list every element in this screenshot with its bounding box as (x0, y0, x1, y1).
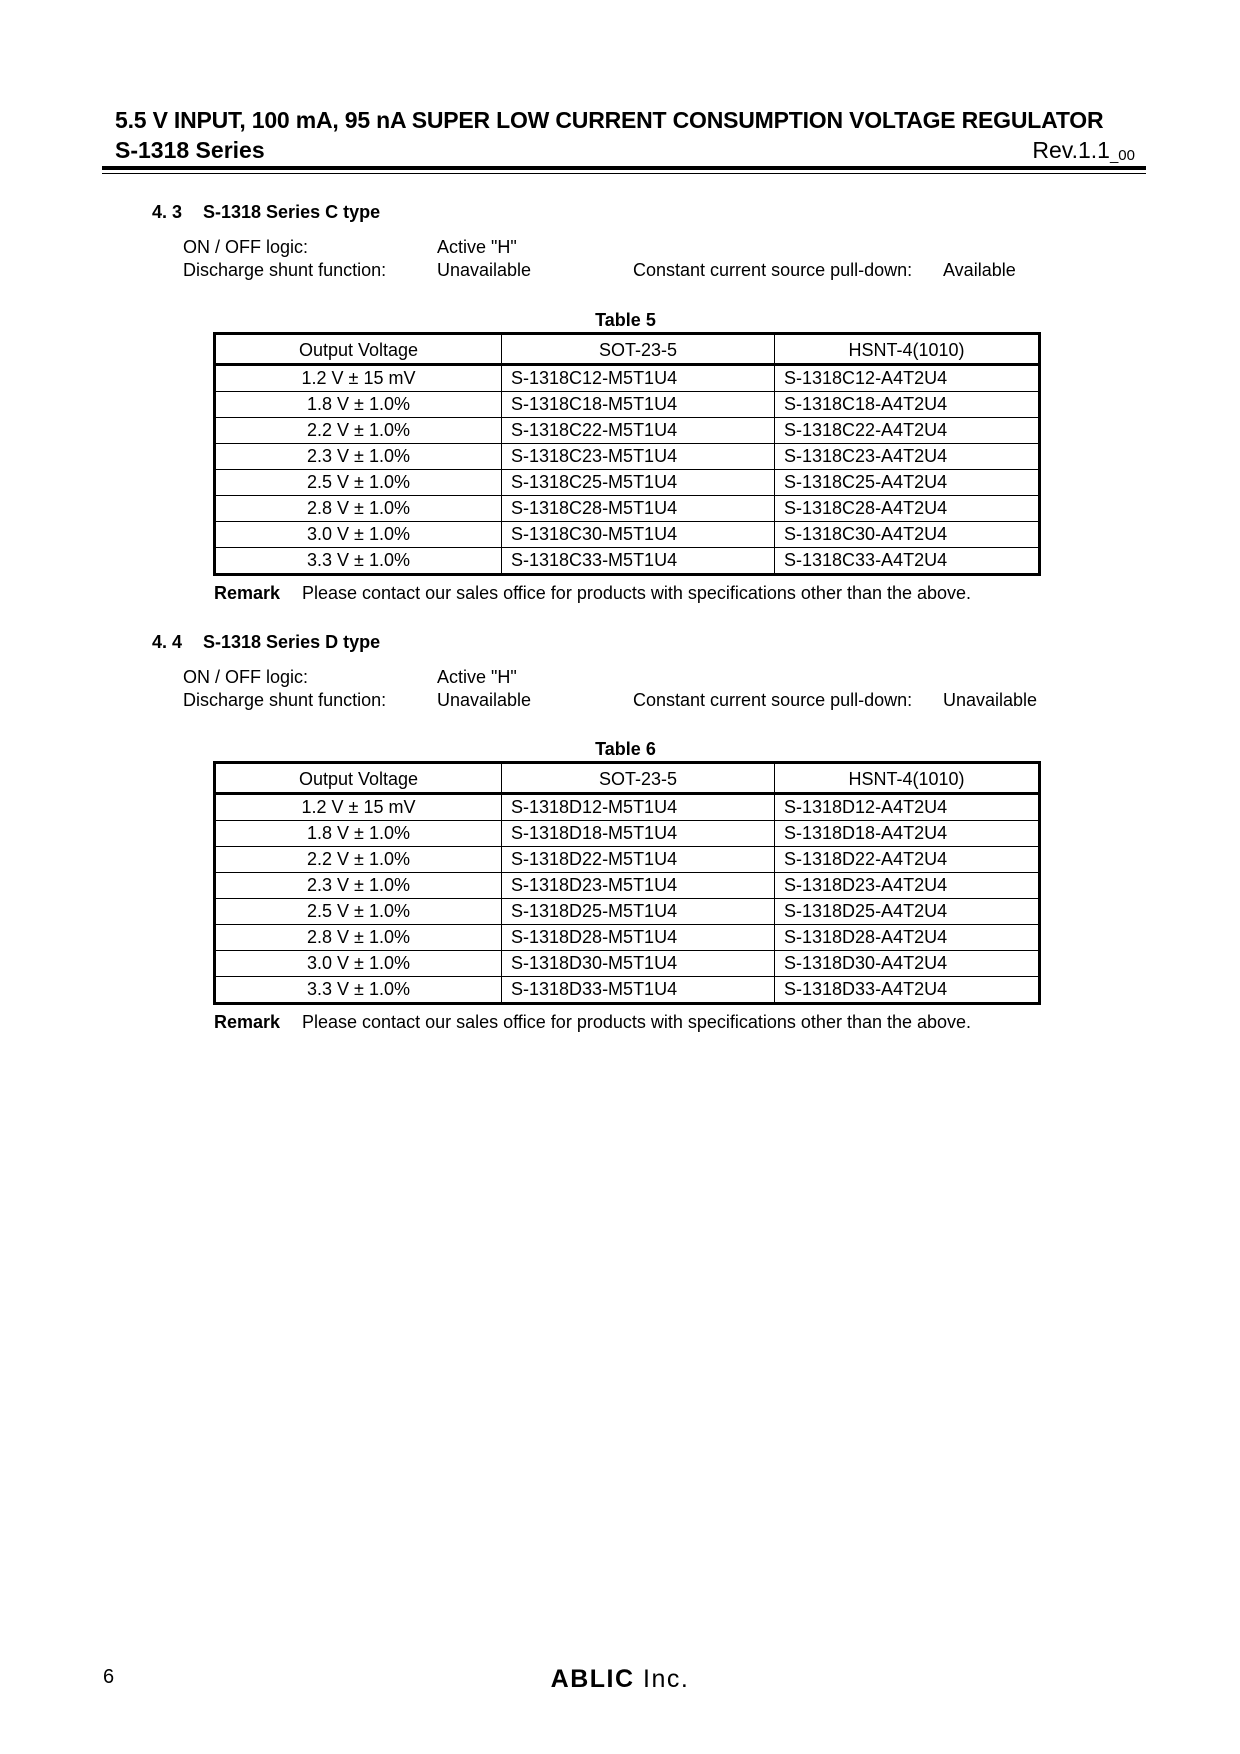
on-off-logic-value: Active "H" (437, 667, 517, 687)
table-row (215, 470, 1040, 496)
table-row (215, 548, 1040, 575)
sot-part-cell: S-1318D22-M5T1U4 (502, 847, 775, 873)
sot-part-cell: S-1318C18-M5T1U4 (502, 392, 775, 418)
hsnt-part-cell: S-1318D23-A4T2U4 (775, 873, 1040, 899)
table-row (215, 821, 1040, 847)
sot-part-cell: S-1318C23-M5T1U4 (502, 444, 775, 470)
on-off-logic-label: ON / OFF logic: (183, 237, 309, 257)
column-header: HSNT-4(1010) (775, 334, 1040, 365)
header-rule-thick (102, 166, 1146, 170)
sot-part-cell: S-1318C22-M5T1U4 (502, 418, 775, 444)
pull-down-value: Available (943, 260, 1016, 280)
table-row (215, 496, 1040, 522)
remark-label: Remark (214, 583, 281, 603)
section-number: 4. 4 (152, 632, 183, 652)
section-title: S-1318 Series D type (203, 632, 381, 652)
output-voltage-cell: 2.2 V ± 1.0% (215, 847, 502, 873)
output-voltage-cell: 3.0 V ± 1.0% (215, 951, 502, 977)
sot-part-cell: S-1318D30-M5T1U4 (502, 951, 775, 977)
output-voltage-cell: 1.2 V ± 15 mV (215, 794, 502, 821)
hsnt-part-cell: S-1318C33-A4T2U4 (775, 548, 1040, 575)
company-suffix: Inc. (643, 1665, 690, 1693)
table-header-row (215, 763, 1040, 794)
section-heading-c-type (152, 202, 380, 223)
on-off-logic-value: Active "H" (437, 237, 517, 257)
header-rule-thin (102, 173, 1146, 174)
sot-part-cell: S-1318C12-M5T1U4 (502, 365, 775, 392)
table-row (215, 873, 1040, 899)
table-row (215, 794, 1040, 821)
sot-part-cell: S-1318C28-M5T1U4 (502, 496, 775, 522)
hsnt-part-cell: S-1318C25-A4T2U4 (775, 470, 1040, 496)
output-voltage-cell: 1.8 V ± 1.0% (215, 392, 502, 418)
hsnt-part-cell: S-1318D22-A4T2U4 (775, 847, 1040, 873)
remark-text: Please contact our sales office for products with specifications other than the above. (302, 1012, 972, 1032)
output-voltage-cell: 1.8 V ± 1.0% (215, 821, 502, 847)
table-caption: Table 6 (595, 739, 656, 759)
output-voltage-cell: 3.3 V ± 1.0% (215, 977, 502, 1004)
table-row (215, 522, 1040, 548)
revision-label (1032, 137, 1135, 164)
sot-part-cell: S-1318D18-M5T1U4 (502, 821, 775, 847)
series-name: S-1318 Series (115, 137, 265, 163)
output-voltage-cell: 2.8 V ± 1.0% (215, 496, 502, 522)
column-header: HSNT-4(1010) (775, 763, 1040, 794)
column-header: SOT-23-5 (502, 763, 775, 794)
output-voltage-cell: 3.0 V ± 1.0% (215, 522, 502, 548)
output-voltage-cell: 2.3 V ± 1.0% (215, 444, 502, 470)
product-table-c-type (213, 332, 1041, 576)
table-row (215, 418, 1040, 444)
document-title: 5.5 V INPUT, 100 mA, 95 nA SUPER LOW CURRENT CONSUMPTION VOLTAGE REGULATOR (115, 107, 1104, 133)
table-row (215, 977, 1040, 1004)
table-row (215, 951, 1040, 977)
remark-label: Remark (214, 1012, 281, 1032)
table-row (215, 365, 1040, 392)
discharge-shunt-value: Unavailable (437, 260, 532, 280)
pull-down-label: Constant current source pull-down: (633, 260, 913, 280)
discharge-shunt-label: Discharge shunt function: (183, 690, 387, 710)
output-voltage-cell: 2.3 V ± 1.0% (215, 873, 502, 899)
table-row (215, 899, 1040, 925)
output-voltage-cell: 1.2 V ± 15 mV (215, 365, 502, 392)
hsnt-part-cell: S-1318C22-A4T2U4 (775, 418, 1040, 444)
sot-part-cell: S-1318D28-M5T1U4 (502, 925, 775, 951)
hsnt-part-cell: S-1318D12-A4T2U4 (775, 794, 1040, 821)
table-row (215, 847, 1040, 873)
hsnt-part-cell: S-1318C23-A4T2U4 (775, 444, 1040, 470)
revision-sub: _00 (1109, 147, 1135, 164)
remark-note (214, 1012, 971, 1033)
output-voltage-cell: 2.5 V ± 1.0% (215, 899, 502, 925)
sot-part-cell: S-1318C25-M5T1U4 (502, 470, 775, 496)
table-header-row (215, 334, 1040, 365)
column-header: Output Voltage (215, 334, 502, 365)
sot-part-cell: S-1318C30-M5T1U4 (502, 522, 775, 548)
page-number: 6 (103, 1666, 115, 1688)
remark-note (214, 583, 971, 604)
table-row (215, 444, 1040, 470)
sot-part-cell: S-1318D12-M5T1U4 (502, 794, 775, 821)
hsnt-part-cell: S-1318D30-A4T2U4 (775, 951, 1040, 977)
section-heading-d-type (152, 632, 380, 653)
sot-part-cell: S-1318D25-M5T1U4 (502, 899, 775, 925)
hsnt-part-cell: S-1318C28-A4T2U4 (775, 496, 1040, 522)
on-off-logic-label: ON / OFF logic: (183, 667, 309, 687)
sot-part-cell: S-1318D33-M5T1U4 (502, 977, 775, 1004)
hsnt-part-cell: S-1318C12-A4T2U4 (775, 365, 1040, 392)
output-voltage-cell: 2.5 V ± 1.0% (215, 470, 502, 496)
output-voltage-cell: 2.8 V ± 1.0% (215, 925, 502, 951)
column-header: SOT-23-5 (502, 334, 775, 365)
pull-down-value: Unavailable (943, 690, 1038, 710)
section-title: S-1318 Series C type (203, 202, 381, 222)
pull-down-label: Constant current source pull-down: (633, 690, 913, 710)
column-header: Output Voltage (215, 763, 502, 794)
sot-part-cell: S-1318C33-M5T1U4 (502, 548, 775, 575)
output-voltage-cell: 3.3 V ± 1.0% (215, 548, 502, 575)
discharge-shunt-label: Discharge shunt function: (183, 260, 387, 280)
product-table-d-type (213, 761, 1041, 1005)
hsnt-part-cell: S-1318D25-A4T2U4 (775, 899, 1040, 925)
section-number: 4. 3 (152, 202, 183, 222)
table-row (215, 925, 1040, 951)
company-logo (0, 1665, 1240, 1694)
discharge-shunt-value: Unavailable (437, 690, 532, 710)
hsnt-part-cell: S-1318D28-A4T2U4 (775, 925, 1040, 951)
sot-part-cell: S-1318D23-M5T1U4 (502, 873, 775, 899)
hsnt-part-cell: S-1318C18-A4T2U4 (775, 392, 1040, 418)
hsnt-part-cell: S-1318D33-A4T2U4 (775, 977, 1040, 1004)
output-voltage-cell: 2.2 V ± 1.0% (215, 418, 502, 444)
company-brand: ABLIC (550, 1665, 635, 1693)
hsnt-part-cell: S-1318D18-A4T2U4 (775, 821, 1040, 847)
remark-text: Please contact our sales office for products with specifications other than the above. (302, 583, 972, 603)
table-caption: Table 5 (595, 310, 656, 330)
hsnt-part-cell: S-1318C30-A4T2U4 (775, 522, 1040, 548)
revision-main: Rev.1.1 (1032, 137, 1110, 163)
table-row (215, 392, 1040, 418)
